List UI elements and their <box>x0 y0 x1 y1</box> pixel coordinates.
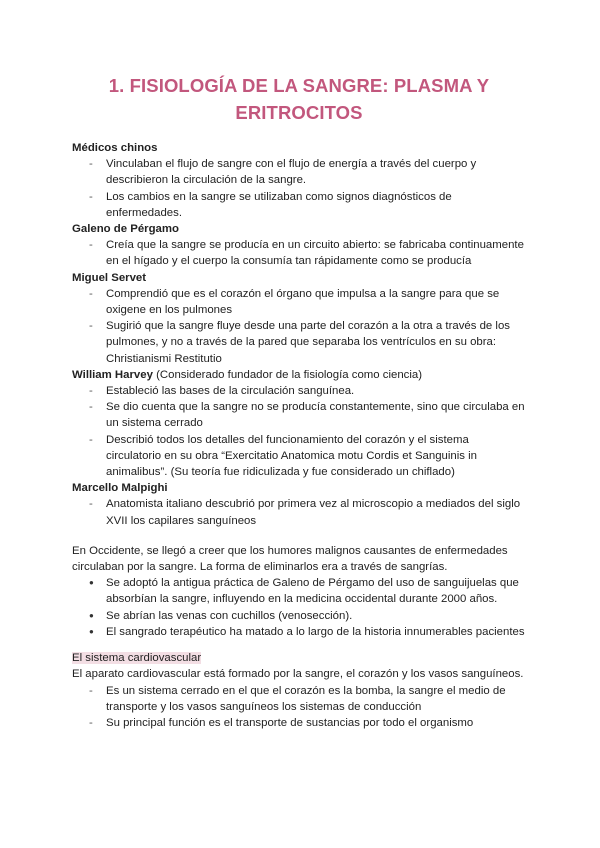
occidente-paragraph: En Occidente, se llegó a creer que los humores malignos causantes de enfermedades circulaban por la sangre. La forma de eliminarlos era a través de sangrías. <box>72 544 508 574</box>
cardio-section <box>72 650 526 731</box>
section-harvey <box>72 367 526 480</box>
cardio-heading: El sistema cardiovascular <box>72 652 202 665</box>
list-item: - Anatomista italiano descubrió por primera vez al microscopio a mediados del siglo XVII los capilares sanguíneos <box>72 496 526 528</box>
bullet-list <box>72 575 526 640</box>
history-sections <box>72 140 526 731</box>
dash-list <box>72 156 526 221</box>
page-title: 1. FISIOLOGÍA DE LA SANGRE: PLASMA Y ERITROCITOS <box>108 75 490 123</box>
section-galeno <box>72 221 526 270</box>
section-heading: Médicos chinos <box>72 142 158 154</box>
list-item: - Creía que la sangre se producía en un circuito abierto: se fabricaba continuamente en el hígado y el cuerpo la consumía tan rápidamente como se producía <box>72 237 526 269</box>
section-heading: William Harvey (Considerado fundador de la fisiología como ciencia) <box>72 368 423 381</box>
dash-list <box>72 383 526 480</box>
section-note: (Considerado fundador de la fisiología como ciencia) <box>152 368 423 381</box>
dash-list <box>72 237 526 269</box>
cardio-paragraph: El aparato cardiovascular está formado por la sangre, el corazón y los vasos sanguíneos. <box>72 668 524 681</box>
list-item: - Sugirió que la sangre fluye desde una parte del corazón a la otra a través de los pulmones, y no a través de la pared que separaba los ventrículos en su obra: Christianismi Restitutio <box>72 318 526 367</box>
list-item: - Los cambios en la sangre se utilizaban como signos diagnósticos de enfermedades. <box>72 189 526 221</box>
list-item: - Describió todos los detalles del funcionamiento del corazón y el sistema circulatorio en su obra “Exercitatio Anatomica motu Cordis et Sanguinis in animalibus”. (Su teoría fue ridiculizada y fue considerado un chiflado) <box>72 432 526 481</box>
bullet-item: ● El sangrado terapéutico ha matado a lo largo de la historia innumerables pacientes <box>72 624 526 640</box>
list-item: - Vinculaban el flujo de sangre con el flujo de energía a través del cuerpo y describieron la circulación de la sangre. <box>72 156 526 188</box>
dash-list <box>72 286 526 367</box>
bullet-item: ● Se abrían las venas con cuchillos (venosección). <box>72 608 526 624</box>
list-item: - Se dio cuenta que la sangre no se producía constantemente, sino que circulaba en un sistema cerrado <box>72 399 526 431</box>
list-item: - Comprendió que es el corazón el órgano que impulsa a la sangre para que se oxigene en los pulmones <box>72 286 526 318</box>
section-heading: Marcello Malpighi <box>72 482 168 495</box>
section-heading: Galeno de Pérgamo <box>72 223 179 236</box>
list-item: - Estableció las bases de la circulación sanguínea. <box>72 383 526 399</box>
section-medicos-chinos <box>72 140 526 221</box>
cardio-heading-line <box>72 650 526 666</box>
list-item: - Es un sistema cerrado en el que el corazón es la bomba, la sangre el medio de transporte y los vasos sanguíneos los sistemas de conducción <box>72 683 526 715</box>
section-malpighi <box>72 480 526 529</box>
section-servet <box>72 270 526 367</box>
dash-list <box>72 683 526 732</box>
list-item: - Su principal función es el transporte de sustancias por todo el organismo <box>72 715 526 731</box>
bullet-item: ● Se adoptó la antigua práctica de Galeno de Pérgamo del uso de sanguijuelas que absorbían la sangre, influyendo en la medicina occidental durante 2000 años. <box>72 575 526 607</box>
section-heading: Miguel Servet <box>72 271 147 284</box>
dash-list <box>72 496 526 528</box>
